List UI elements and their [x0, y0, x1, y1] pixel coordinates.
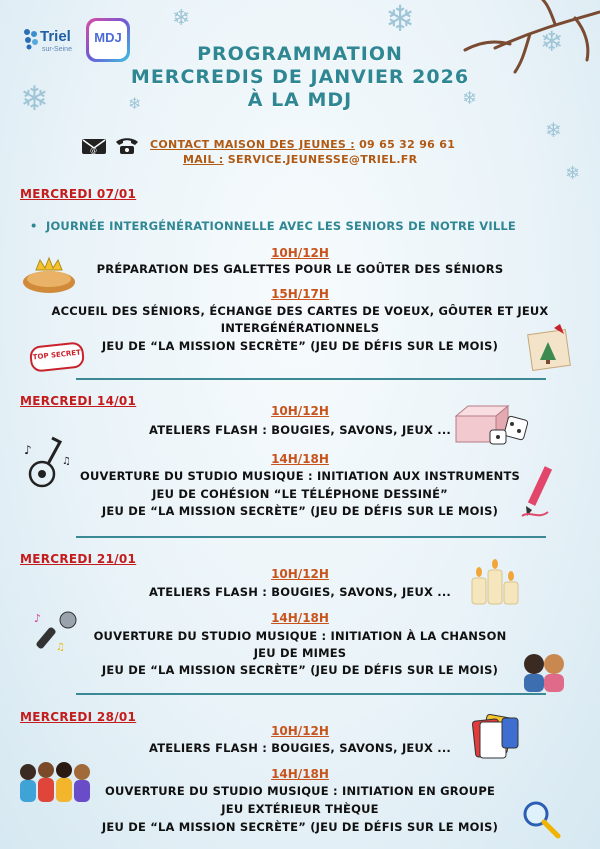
snowflake-icon: ❄: [20, 79, 49, 119]
activity-line: ACCUEIL DES SÉNIORS, ÉCHANGE DES CARTES DE VOEUX, GÔUTER ET JEUX: [51, 304, 549, 318]
magnifier-icon: [520, 798, 562, 840]
activity-line: JEU DE MIMES: [253, 646, 347, 660]
snowflake-icon: ❄: [128, 94, 142, 113]
time-slot: 10H/12H: [271, 246, 329, 260]
svg-text:@: @: [90, 147, 97, 155]
time-slot: 15H/17H: [271, 287, 329, 301]
contact-mail-value: SERVICE.JEUNESSE@TRIEL.FR: [223, 153, 418, 166]
guitar-icon: [22, 434, 72, 494]
mdj-logo-letters: MDJ: [94, 30, 122, 45]
time-slot: 10H/12H: [271, 404, 329, 418]
pencil-icon: [518, 464, 558, 522]
activity-line: JEU DE “LA MISSION SECRÈTE” (JEU DE DÉFIS SUR LE MOIS): [101, 504, 499, 518]
svg-text:♪: ♪: [34, 612, 42, 625]
top-secret-stamp: [29, 341, 85, 373]
day-title: MERCREDI 14/01: [20, 394, 137, 408]
time-slot: 14H/18H: [271, 452, 329, 466]
greeting-card-icon: [526, 322, 576, 372]
title-line-3: À LA MDJ: [247, 89, 353, 111]
contact-phone-value: 09 65 32 96 61: [354, 138, 456, 151]
snowflake-icon: ❄: [540, 25, 564, 58]
two-people-icon: [516, 648, 572, 694]
cards-icon: [466, 712, 522, 760]
activity-line: OUVERTURE DU STUDIO MUSIQUE : INITIATION À LA CHANSON: [93, 629, 507, 643]
day-bullet: • JOURNÉE INTERGÉNÉRATIONNELLE AVEC LES SENIORS DE NOTRE VILLE: [30, 219, 516, 233]
snowflake-icon: ❄: [462, 88, 478, 109]
activity-line: ATELIERS FLASH : BOUGIES, SAVONS, JEUX ...: [148, 741, 452, 755]
dice-box-icon: [452, 400, 532, 446]
activity-line: JEU EXTÉRIEUR THÈQUE: [221, 802, 379, 816]
snowflake-icon: ❄: [565, 163, 581, 184]
microphone-icon: [32, 608, 82, 654]
triel-logo-name: Triel: [40, 28, 71, 45]
day-title: MERCREDI 07/01: [20, 187, 137, 201]
candles-icon: [466, 556, 524, 610]
phone-icon: [113, 136, 141, 156]
contact-mail: [183, 153, 417, 166]
envelope-icon: [81, 137, 107, 155]
activity-line: JEU DE COHÉSION “LE TÉLÉPHONE DESSINÉ”: [152, 487, 448, 501]
contact-phone: [150, 138, 455, 151]
activity-line: ATELIERS FLASH : BOUGIES, SAVONS, JEUX ...: [148, 585, 452, 599]
snowflake-icon: ❄: [545, 118, 562, 142]
activity-line: OUVERTURE DU STUDIO MUSIQUE : INITIATION AUX INSTRUMENTS: [79, 469, 521, 483]
separator: [76, 378, 546, 380]
time-slot: 14H/18H: [271, 611, 329, 625]
activity-line: JEU DE “LA MISSION SECRÈTE” (JEU DE DÉFIS SUR LE MOIS): [101, 339, 499, 353]
day-title: MERCREDI 21/01: [20, 552, 137, 566]
activity-line: ATELIERS FLASH : BOUGIES, SAVONS, JEUX ...: [148, 423, 452, 437]
contact-mail-label: MAIL :: [183, 153, 224, 166]
time-slot: 14H/18H: [271, 767, 329, 781]
separator: [76, 536, 546, 538]
contact-phone-label: CONTACT MAISON DES JEUNES :: [150, 138, 355, 151]
activity-line: OUVERTURE DU STUDIO MUSIQUE : INITIATION EN GROUPE: [105, 784, 495, 798]
activity-line: JEU DE “LA MISSION SECRÈTE” (JEU DE DÉFIS SUR LE MOIS): [101, 663, 499, 677]
svg-text:♫: ♫: [62, 456, 71, 467]
top-secret-text: TOP SECRET: [32, 348, 82, 362]
separator: [76, 693, 546, 695]
day-bullet-text: JOURNÉE INTERGÉNÉRATIONNELLE AVEC LES SENIORS DE NOTRE VILLE: [45, 219, 516, 233]
time-slot: 10H/12H: [271, 567, 329, 581]
day-title: MERCREDI 28/01: [20, 710, 137, 724]
group-singers-icon: [14, 758, 96, 806]
activity-line: JEU DE “LA MISSION SECRÈTE” (JEU DE DÉFIS SUR LE MOIS): [101, 820, 499, 834]
snowflake-icon: ❄: [172, 6, 191, 31]
time-slot: 10H/12H: [271, 724, 329, 738]
svg-text:♫: ♫: [56, 642, 65, 653]
title-line-2: MERCREDIS DE JANVIER 2026: [130, 66, 470, 88]
title-line-1: PROGRAMMATION: [197, 43, 403, 65]
snowflake-icon: ❄: [385, 0, 416, 40]
triel-logo-sub: sur-Seine: [42, 46, 72, 53]
svg-text:♪: ♪: [24, 443, 32, 457]
activity-line: PRÉPARATION DES GALETTES POUR LE GOÛTER DES SÉNIORS: [96, 262, 504, 276]
activity-line: INTERGÉNÉRATIONNELS: [220, 321, 380, 335]
